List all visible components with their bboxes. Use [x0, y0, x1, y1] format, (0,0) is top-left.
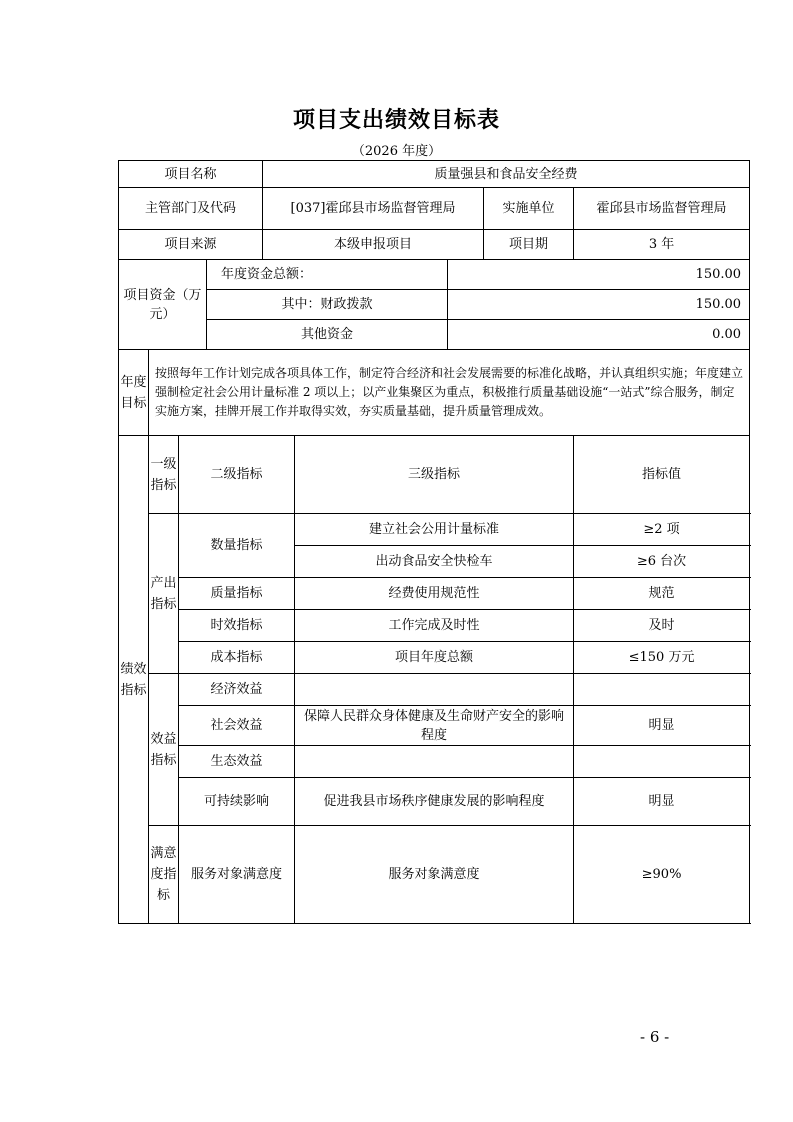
satisfaction-indicators-label: 满意度指标: [149, 826, 179, 924]
project-source-value: 本级申报项目: [263, 230, 484, 260]
level3-header: 三级指标: [295, 436, 574, 514]
project-name-label: 项目名称: [119, 161, 263, 188]
quality-indicator-label: 质量指标: [179, 578, 295, 610]
performance-indicators-label: 绩效指标: [119, 436, 149, 924]
social-benefit-label: 社会效益: [179, 706, 295, 746]
sustainability-value: 明显: [574, 778, 750, 826]
quantity-indicator-1-name: 建立社会公用计量标准: [295, 514, 574, 546]
project-name-value: 质量强县和食品安全经费: [263, 161, 750, 188]
project-period-value: 3 年: [574, 230, 750, 260]
implementing-unit-value: 霍邱县市场监督管理局: [574, 188, 750, 230]
performance-table: [118, 160, 750, 924]
implementing-unit-label: 实施单位: [484, 188, 574, 230]
social-benefit-name: 保障人民群众身体健康及生命财产安全的影响程度: [295, 706, 574, 746]
page-number: - 6 -: [640, 1028, 670, 1046]
sustainability-label: 可持续影响: [179, 778, 295, 826]
service-satisfaction-name: 服务对象满意度: [295, 826, 574, 924]
annual-total-label: 年度资金总额：: [207, 260, 448, 290]
project-funds-label: 项目资金（万元）: [119, 260, 207, 350]
department-value: [037]霍邱县市场监督管理局: [263, 188, 484, 230]
other-funds-value: 0.00: [448, 320, 750, 350]
department-label: 主管部门及代码: [119, 188, 263, 230]
project-period-label: 项目期: [484, 230, 574, 260]
output-indicators-label: 产出指标: [149, 514, 179, 674]
service-satisfaction-level2: 服务对象满意度: [179, 826, 295, 924]
annual-objective-label: 年度目标: [119, 350, 149, 436]
cost-indicator-value: ≤150 万元: [574, 642, 750, 674]
other-funds-label: 其他资金: [207, 320, 448, 350]
fiscal-allocation-label: 其中：财政拨款: [207, 290, 448, 320]
quantity-indicator-1-value: ≥2 项: [574, 514, 750, 546]
quantity-indicator-2-name: 出动食品安全快检车: [295, 546, 574, 578]
service-satisfaction-value: ≥90%: [574, 826, 750, 924]
fiscal-allocation-value: 150.00: [448, 290, 750, 320]
quantity-indicator-2-value: ≥6 台次: [574, 546, 750, 578]
economic-benefit-name: [295, 674, 574, 706]
cost-indicator-name: 项目年度总额: [295, 642, 574, 674]
sustainability-name: 促进我县市场秩序健康发展的影响程度: [295, 778, 574, 826]
cost-indicator-label: 成本指标: [179, 642, 295, 674]
annual-total-value: 150.00: [448, 260, 750, 290]
quality-indicator-name: 经费使用规范性: [295, 578, 574, 610]
quantity-indicator-label: 数量指标: [179, 514, 295, 578]
quality-indicator-value: 规范: [574, 578, 750, 610]
fiscal-year: （2026 年度）: [351, 144, 442, 159]
page-title: 项目支出绩效目标表: [292, 108, 500, 133]
timeliness-indicator-label: 时效指标: [179, 610, 295, 642]
economic-benefit-label: 经济效益: [179, 674, 295, 706]
ecological-benefit-name: [295, 746, 574, 778]
annual-objective-text: 按照每年工作计划完成各项具体工作，制定符合经济和社会发展需要的标准化战略，并认真组织实施；年度建立强制检定社会公用计量标准 2 项以上；以产业集聚区为重点，积极推行质量基础设施“一站式”综合服务，制定实施方案，挂牌开展工作并取得实效，夯实质量基础，提升质量管理成效。: [149, 350, 750, 436]
social-benefit-value: 明显: [574, 706, 750, 746]
level1-header: 一级指标: [149, 436, 179, 514]
timeliness-indicator-name: 工作完成及时性: [295, 610, 574, 642]
level2-header: 二级指标: [179, 436, 295, 514]
ecological-benefit-label: 生态效益: [179, 746, 295, 778]
benefit-indicators-label: 效益指标: [149, 674, 179, 826]
indicator-value-header: 指标值: [574, 436, 750, 514]
economic-benefit-value: [574, 674, 750, 706]
project-source-label: 项目来源: [119, 230, 263, 260]
ecological-benefit-value: [574, 746, 750, 778]
timeliness-indicator-value: 及时: [574, 610, 750, 642]
